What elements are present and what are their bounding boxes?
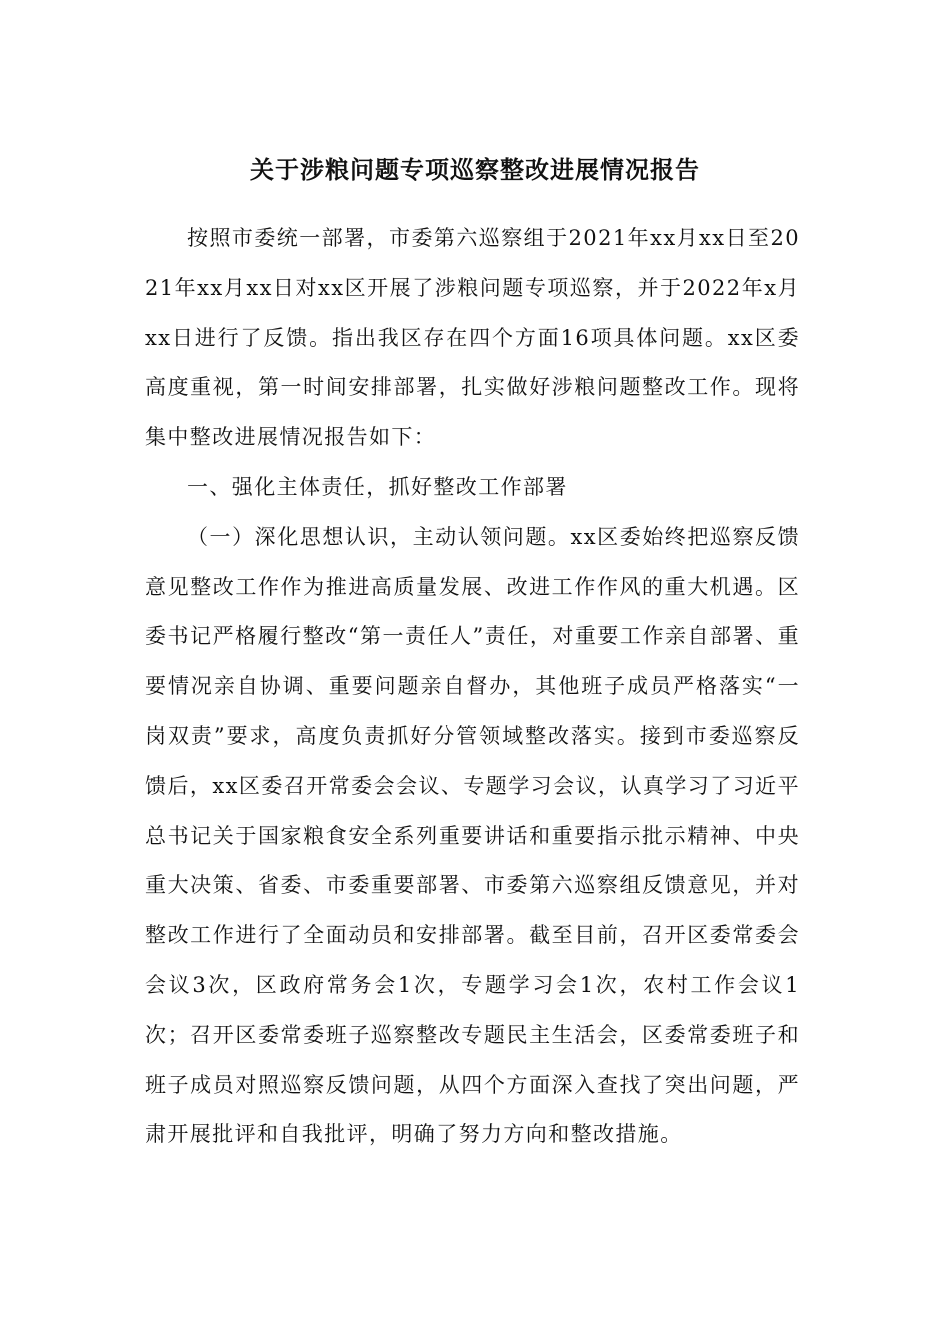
paragraph-intro: 按照市委统一部署，市委第六巡察组于2021年xx月xx日至2021年xx月xx日对xx区开展了涉粮问题专项巡察，并于2022年x月xx日进行了反馈。指出我区存在四个方面16项具体问题。xx区委高度重视，第一时间安排部署，扎实做好涉粮问题整改工作。现将集中整改进展情况报告如下： bbox=[145, 226, 800, 450]
document-body bbox=[145, 214, 800, 1160]
paragraph-section-1-1: （一）深化思想认识，主动认领问题。xx区委始终把巡察反馈意见整改工作作为推进高质量发展、改进工作作风的重大机遇。区委书记严格履行整改“第一责任人”责任，对重要工作亲自部署、重要情况亲自协调、重要问题亲自督办，其他班子成员严格落实“一岗双责”要求，高度负责抓好分管领域整改落实。接到市委巡察反馈后，xx区委召开常委会会议、专题学习会议，认真学习了习近平总书记关于国家粮食安全系列重要讲话和重要指示批示精神、中央重大决策、省委、市委重要部署、市委第六巡察组反馈意见，并对整改工作进行了全面动员和安排部署。截至目前，召开区委常委会会议3次，区政府常务会1次，专题学习会1次，农村工作会议1次；召开区委常委班子巡察整改专题民主生活会，区委常委班子和班子成员对照巡察反馈问题，从四个方面深入查找了突出问题，严肃开展批评和自我批评，明确了努力方向和整改措施。 bbox=[145, 524, 800, 1147]
document-title: 关于涉粮问题专项巡察整改进展情况报告 bbox=[250, 155, 700, 184]
section-heading-1: 一、强化主体责任，抓好整改工作部署 bbox=[187, 474, 568, 499]
